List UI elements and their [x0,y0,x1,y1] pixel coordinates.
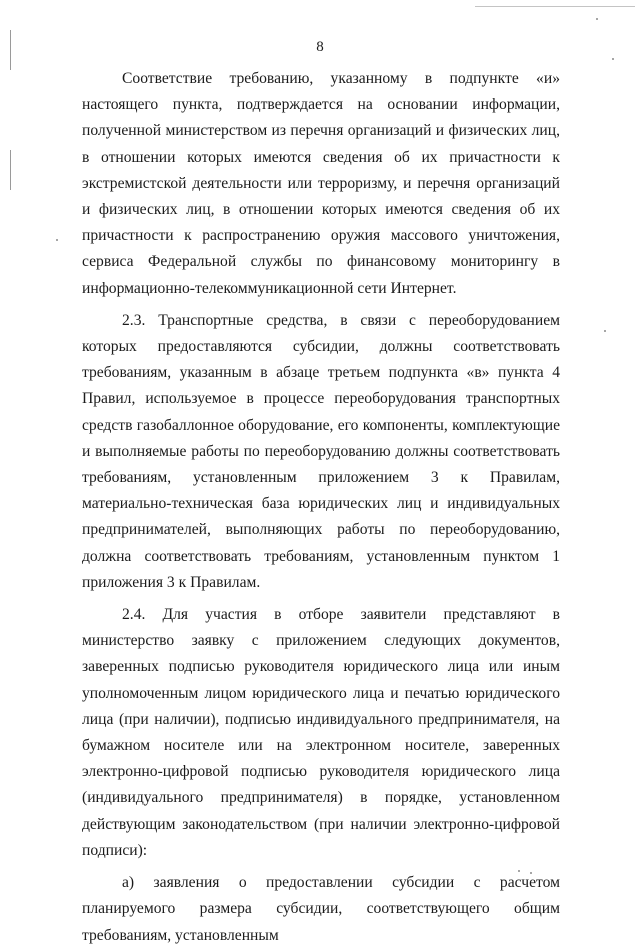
page-number: 8 [316,39,324,55]
paragraph-a-application-statement: а) заявления о предоставлении субсидии с расчетом планируемого размера субсидии, соответствующего общим требованиям, установленным [82,874,560,944]
scan-speck [596,18,598,20]
scan-edge-mark-middle [10,150,11,190]
document-body [82,66,560,949]
scan-speck [56,239,58,241]
paragraph-requirement-confirmation: Соответствие требованию, указанному в подпункте «и» настоящего пункта, подтверждается на основании информации, полученной министерством из перечня организаций и физических лиц, в отношении которых имеются сведения об их причастности к экстремистской деятельности или терроризму, и перечня организаций и физических лиц, в отношении которых имеются сведения об их причастности к распространению оружия массового уничтожения, сервиса Федеральной службы по финансовому мониторингу в информационно-телекоммуникационной сети Интернет. [82,70,560,297]
scan-edge-mark-top [10,30,11,70]
paragraph-2-3-vehicles: 2.3. Транспортные средства, в связи с переоборудованием которых предоставляются субсидии, должны соответствовать требованиям, указанным в абзаце третьем подпункта «в» пункта 4 Правил, используемое в процессе переоборудования транспортных средств газобаллонное оборудование, его компоненты, комплектующие и выполняемые работы по переоборудованию должны соответствовать требованиям, установленным приложением 3 к Правилам, материально-техническая база юридических лиц и индивидуальных предпринимателей, выполняющих работы по переоборудованию, должна соответствовать требованиям, установленным пунктом 1 приложения 3 к Правилам. [82,311,560,591]
scan-speck [518,870,520,872]
paragraph-2-4-application: 2.4. Для участия в отборе заявители представляют в министерство заявку с приложением следующих документов, заверенных подписью руководителя юридического лица или иным уполномоченным лицом юридического лица и печатью юридического лица (при наличии), подписью индивидуального предпринимателя, на бумажном носителе или на электронном носителе, заверенных электронно-цифровой подписью руководителя юридического лица (индивидуального предпринимателя) в порядке, установленном действующим законодательством (при наличии электронно-цифровой подписи): [82,606,560,859]
scan-speck [612,58,614,60]
scan-speck [530,872,532,874]
scan-top-rule [475,6,635,7]
scan-speck [604,330,606,332]
